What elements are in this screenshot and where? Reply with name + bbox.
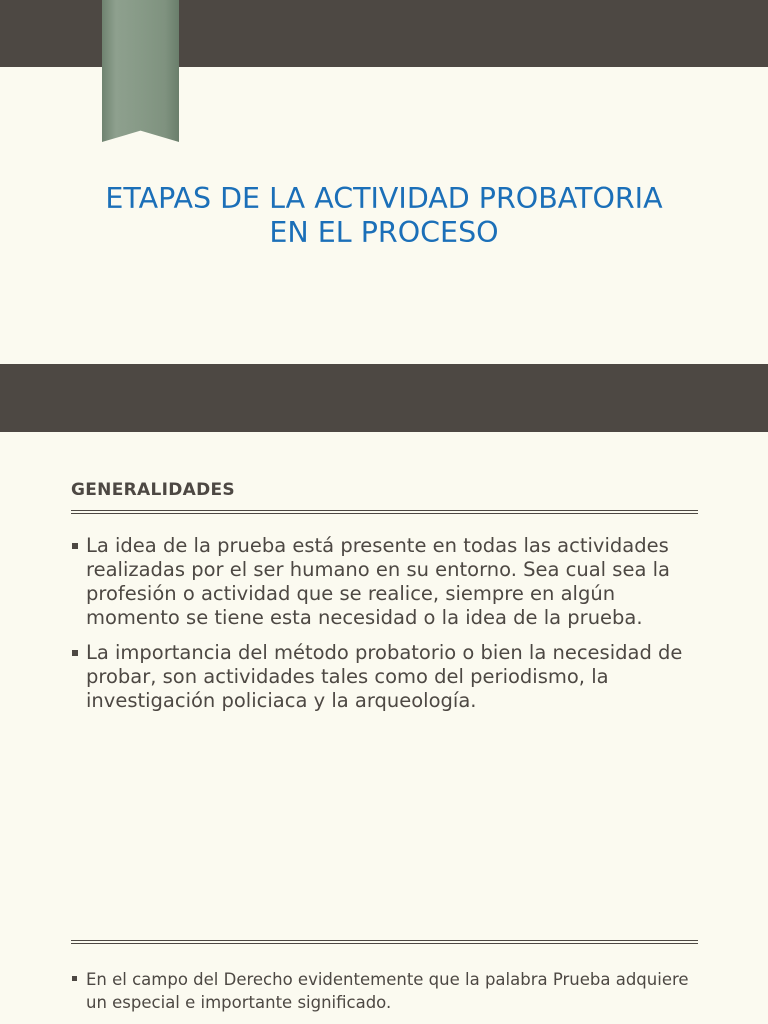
bookmark-ribbon-icon: [102, 0, 179, 142]
bullet-item: [71, 534, 691, 630]
footnote-divider: [71, 940, 698, 944]
footnote-text: En el campo del Derecho evidentemente que la palabra Prueba adquiere un especial e importante significado.: [86, 970, 689, 1012]
bullet-text: La importancia del método probatorio o bien la necesidad de probar, son actividades tales como del periodismo, la investigación policiaca y la arqueología.: [86, 641, 683, 712]
middle-band: [0, 364, 768, 432]
footnote: [71, 968, 696, 1014]
square-bullet-icon: [72, 650, 78, 656]
square-bullet-icon: [72, 976, 77, 981]
section-heading: GENERALIDADES: [71, 480, 235, 500]
heading-divider: [71, 510, 698, 514]
slide-title: [40, 182, 728, 250]
bullet-list: [71, 534, 691, 724]
slide-title-line-2: EN EL PROCESO: [269, 216, 499, 249]
bullet-item: [71, 641, 691, 713]
bullet-text: La idea de la prueba está presente en todas las actividades realizadas por el ser humano en su entorno. Sea cual sea la profesión o actividad que se realice, siempre en algún momento se tiene esta necesidad o la idea de la prueba.: [86, 534, 670, 629]
slide-title-line-1: ETAPAS DE LA ACTIVIDAD PROBATORIA: [105, 182, 663, 215]
square-bullet-icon: [72, 543, 78, 549]
